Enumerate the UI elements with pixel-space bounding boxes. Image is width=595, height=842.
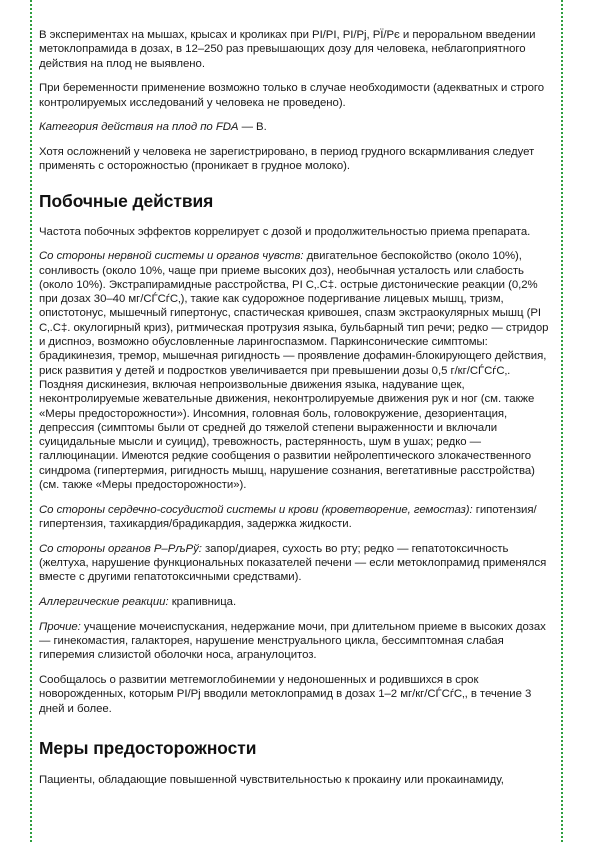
paragraph-allergic (39, 595, 553, 609)
paragraph-cardiovascular (39, 503, 553, 532)
paragraph-methemoglobinemia: Сообщалось о развитии метгемоглобинемии у недоношенных и родившихся в срок новорожденных, которым РІ/Рј вводили метоклопрамид в дозах 1–2 мг/кг/СЃСѓС‚, в течение 3 дней и более. (39, 673, 532, 715)
paragraph-breastfeeding: Хотя осложнений у человека не зарегистрировано, в период грудного вскармливания следует применять с осторожностью (проникает в грудное молоко). (39, 145, 535, 173)
section-heading-precautions: Меры предосторожности (39, 737, 257, 758)
paragraph-fda-category (39, 120, 553, 134)
nervous-system-text: двигательное беспокойство (около 10%), сонливость (около 10%, чаще при приеме высоких доз), необычная усталость или слабость (около 10%). Экстрапирамидные расстройства, РІ С‚.С‡. острые дистонические реакции (0,2% при дозах 30–40 мг/СЃСѓС‚), такие как судорожное подергивание лицевых мышц, тризм, опистотонус, мышечный гипертонус, спастическая кривошея, спазм экстраокулярных мышц (РІ С‚.С‡. окулогирный криз), ритмическая протрузия языка, бульбарный тип речи; редко — стридор и диспноэ, возможно обусловленные ларингоспазмом. Паркинсонические симптомы: брадикинезия, тремор, мышечная ригидность — проявление дофамин-блокирующего действия, риск развития у детей и подростков увеличивается при превышении дозы 0,5 г/кг/СЃСѓС‚. Поздняя дискинезия, включая непроизвольные движения языка, надувание щек, неконтролируемые жевательные движения, неконтролируемые движения рук и ног (см. также «Меры предосторожности»). Инсомния, головная боль, головокружение, дезориентация, депрессия (симптомы были от средней до тяжелой степени выраженности и включали суицидальные мысли и суицид), тревожность, растерянность, шум в ушах; редко — галлюцинации. Имеются редкие сообщения о развитии нейролептического злокачественного синдрома (гипертермия, ригидность мышц, нарушение сознания, вегетативные расстройства) (см. также «Меры предосторожности»). (39, 250, 549, 491)
other-label: Прочие: (39, 620, 81, 633)
paragraph-pregnancy: При беременности применение возможно только в случае необходимости (адекватных и строго контролируемых исследований у человека не проведено). (39, 82, 544, 109)
section-heading-side-effects: Побочные действия (39, 190, 214, 211)
gi-tract-text: запор/диарея, сухость во рту; редко — гепатотоксичность (желтуха, нарушение функциональных показателей печени — если метоклопрамид применялся вместе с другими гепатотоксичными средствами). (39, 542, 547, 584)
allergic-text: крапивница. (168, 595, 237, 608)
paragraph-nervous-system (39, 249, 553, 492)
nervous-system-label: Со стороны нервной системы и органов чувств: (39, 250, 304, 263)
fda-category-label: Категория действия на плод по FDA (39, 121, 239, 134)
right-dotted-border (561, 0, 563, 842)
fda-category-value: — B. (238, 121, 267, 134)
paragraph-frequency: Частота побочных эффектов коррелирует с дозой и продолжительностью приема препарата. (39, 225, 531, 238)
document-body (39, 28, 553, 797)
left-dotted-border (30, 0, 32, 842)
cardiovascular-text: гипотензия/гипертензия, тахикардия/брадикардия, задержка жидкости. (39, 503, 537, 530)
gi-tract-label: Со стороны органов Р–РљРў: (39, 542, 202, 555)
paragraph-other (39, 620, 553, 663)
allergic-label: Аллергические реакции: (39, 595, 169, 608)
paragraph-precautions: Пациенты, обладающие повышенной чувствительностью к прокаину или прокаинамиду, (39, 773, 504, 786)
paragraph-gi-tract (39, 542, 553, 585)
paragraph-animal-studies: В экспериментах на мышах, крысах и кроликах при РІ/РІ, РІ/Рј, РЇ/Рє и пероральном введении метоклопрамида в дозах, в 12–250 раз превышающих дозу для человека, неблагоприятного действия на плод не выявлено. (39, 29, 536, 70)
cardiovascular-label: Со стороны сердечно-сосудистой системы и крови (кроветворение, гемостаз): (39, 503, 473, 516)
other-text: учащение мочеиспускания, недержание мочи, при длительном приеме в высоких дозах — гинекомастия, галакторея, нарушение менструального цикла, бессимптомная слабая гиперемия слизистой оболочки носа, агранулоцитоз. (39, 620, 546, 662)
